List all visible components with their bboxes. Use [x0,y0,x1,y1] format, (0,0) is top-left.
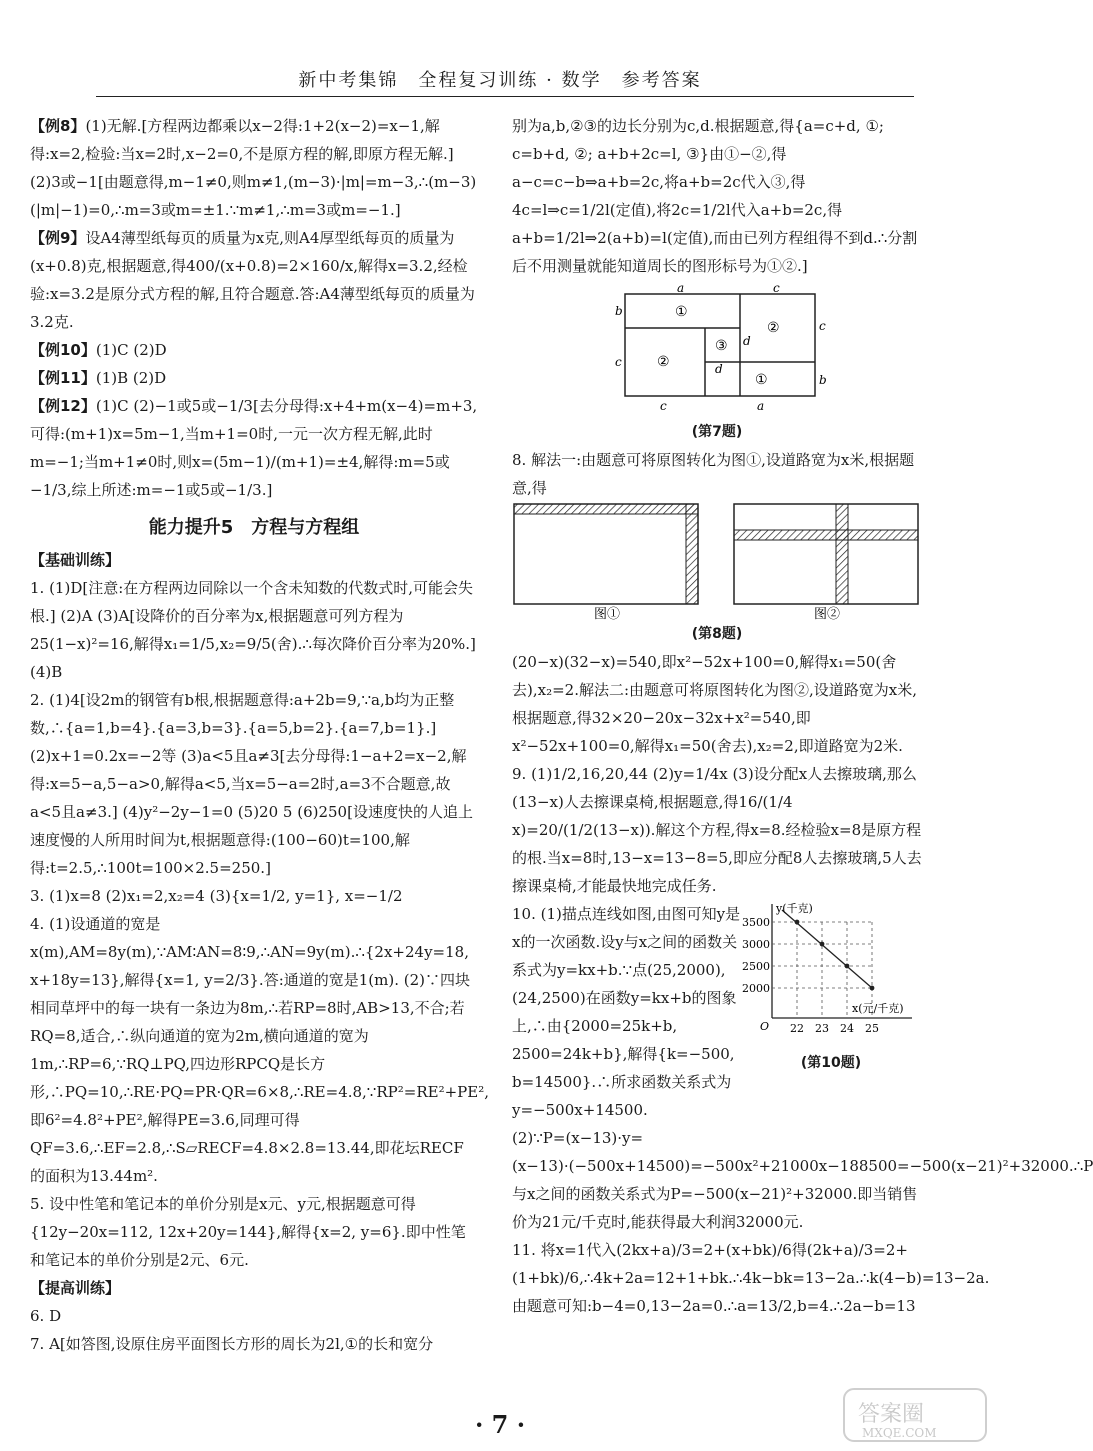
figure-8-row [512,502,922,620]
fig10-ytick-3500: 3500 [742,916,770,929]
improve-item-7: 7. A[如答图,设原住房平面图长方形的周长为2l,①的长和宽分 [30,1335,434,1353]
example-8: 【例8】(1)无解.[方程两边都乘以x−2得:1+2(x−2)=x−1,解得:x=2,检验:当x=2时,x−2=0,不是原方程的解,即原方程无解.] (2)3或−1[由题意得,m−1≠0,则m≠1,(m−3)·|m|=m−3,∴(m−3)(|m|−1)=0,∴m=3或m=±1.∵m≠1,∴m=3或m=−1.] [30,117,477,219]
fig7-label-a-bottom: a [757,399,765,413]
fig10-ylabel: y(千克) [776,902,813,915]
fig7-label-d-mid: d [743,334,751,348]
example-10: 【例10】(1)C (2)D [30,341,167,359]
header-rule [96,96,914,97]
basic-item-5: 5. 设中性笔和笔记本的单价分别是x元、y元,根据题意可得{12y−20x=112, 12x+20y=144},解得{x=2, y=6}.即中性笔和笔记本的单价分别是2元、6元. [30,1195,466,1269]
figure-7-caption: (第7题) [691,424,743,440]
improve-training-label: 【提高训练】 [30,1279,121,1297]
q7-continued: 别为a,b,②③的边长分别为c,d.根据题意,得{a=c+d, ①; c=b+d, ②; a+b+2c=l, ③}由①−②,得a−c=c−b⇒a+b=2c,将a+b=2c代入③,得4c=l⇒c=1/2l(定值),将2c=1/2l代入a+b=2c,得a+b=1/2l⇒2(a+b)=l(定值),而由已列方程组得不到d.∴分割后不用测量就能知道周长的图形标号为①②.] [512,117,918,275]
fig10-ytick-3000: 3000 [742,938,770,951]
section-title: 能力提升5 方程与方程组 [148,517,360,538]
basic-item-4: 4. (1)设通道的宽是x(m),AM=8y(m),∵AM∶AN=8∶9,∴AN=9y(m).∴{2x+24y=18, x+18y=13},解得{x=1, y=2/3}.答:通道的宽是1(m). (2)∵四块相同草坪中的每一块有一条边为8m,∴若RP=8时,AB>13,不合;若RQ=8,适合,∴纵向通道的宽为2m,横向通道的宽为1m,∴RP=6,∵RQ⊥PQ,四边形RPCQ是长方形,∴PQ=10,∴RE·PQ=PR·QR=6×8,∴RE=4.8,∵RP²=RE²+PE²,即6²=4.8²+PE²,解得PE=3.6,同理可得QF=3.6,∴EF=2.8,∴S▱RECF=4.8×2.8=13.44,即花坛RECF的面积为13.44m². [30,915,489,1185]
page-header: 新中考集锦 全程复习训练 · 数学 参考答案 [298,70,702,91]
left-column [30,112,489,1358]
right-column [512,112,1093,1320]
q10-text: 10. (1)描点连线如图,由图可知y是x的一次函数.设y与x之间的函数关系式为y=kx+b.∵点(25,2000),(24,2500)在函数y=kx+b的图象上,∴由{2000=25k+b, 2500=24k+b},解得{k=−500, b=14500}.∴所求函数关系式为y=−500x+14500. [512,905,741,1119]
fig7-region-3: ③ [715,338,728,354]
watermark-logo [840,1385,990,1445]
fig10-ytick-2000: 2000 [742,982,770,995]
example-12: 【例12】(1)C (2)−1或5或−1/3[去分母得:x+4+m(x−4)=m+3,可得:(m+1)x=5m−1,当m+1=0时,一元一次方程无解,此时m=−1;当m+1≠0时,则x=(5m−1)/(m+1)=±4,解得:m=5或−1/3,综上所述:m=−1或5或−1/3.] [30,397,478,499]
fig7-region-1-top: ① [675,304,688,320]
basic-item-3: 3. (1)x=8 (2)x₁=2,x₂=4 (3){x=1/2, y=1}, x=−1/2 [30,887,403,905]
svg-text:MXQE.COM: MXQE.COM [862,1426,937,1440]
fig10-xlabel: x(元/千克) [852,1002,904,1015]
fig7-label-c-left: c [615,355,622,369]
fig7-label-c-right: c [819,319,826,333]
fig7-label-c-bottom: c [660,399,667,413]
svg-text:答案圈: 答案圈 [858,1402,925,1427]
example-9: 【例9】设A4薄型纸每页的质量为x克,则A4厚型纸每页的质量为(x+0.8)克,根据题意,得400/(x+0.8)=2×160/x,解得x=3.2,经检验:x=3.2是原分式方程的解,且符合题意.答:A4薄型纸每页的质量为3.2克. [30,229,475,331]
fig10-xtick-23: 23 [815,1022,829,1035]
fig10-xtick-24: 24 [840,1022,854,1035]
q8-intro: 8. 解法一:由题意可将原图转化为图①,设道路宽为x米,根据题意,得 [512,451,915,497]
fig7-label-d-low: d [715,362,723,376]
q8-rest: (20−x)(32−x)=540,即x²−52x+100=0,解得x₁=50(舍去),x₂=2.解法二:由题意可将原图转化为图②,设道路宽为x米,根据题意,得32×20−20x−32x+x²=540,即x²−52x+100=0,解得x₁=50(舍去),x₂=2,即道路宽为2米. [512,653,918,755]
figure-10-caption: (第10题) [800,1055,862,1071]
fig7-label-a-top: a [677,281,685,295]
fig10-origin: O [760,1020,770,1033]
figure-8-caption: (第8题) [691,626,743,642]
fig10-xtick-25: 25 [865,1022,879,1035]
fig7-region-2-left: ② [657,354,670,370]
q11: 11. 将x=1代入(2kx+a)/3=2+(x+bk)/6得(2k+a)/3=2+(1+bk)/6,∴4k+2a=12+1+bk.∴4k−bk=13−2a.∴k(4−b)=13−2a.由题意可知:b−4=0,13−2a=0.∴a=13/2,b=4.∴2a−b=13 [512,1241,990,1315]
fig8-left-label: 图① [594,607,621,622]
page-number: · 7 · [474,1410,526,1439]
fig10-xtick-22: 22 [790,1022,804,1035]
basic-training-label: 【基础训练】 [30,551,121,569]
q10-block [512,900,922,1124]
fig7-label-c-top: c [773,281,780,295]
figure-10 [742,900,920,1124]
example-11: 【例11】(1)B (2)D [30,369,167,387]
figure-8-left [512,502,702,620]
fig7-region-1-bottom: ① [755,372,768,388]
basic-item-2: 2. (1)4[设2m的钢管有b根,根据题意得:a+2b=9,∵a,b均为正整数,∴{a=1,b=4}.{a=3,b=3}.{a=5,b=2}.{a=7,b=1}.] (2)x+1=0.2x=−2等 (3)a<5且a≠3[去分母得:1−a+2=x−2,解得:x=5−a,5−a>0,解得a<5,当x=5−a=2时,a=3不合题意,故a<5且a≠3.] (4)y²−2y−1=0 (5)20 5 (6)250[设速度快的人追上速度慢的人所用时间为t,根据题意得:(100−60)t=100,解得:t=2.5,∴100t=100×2.5=250.] [30,691,473,877]
basic-item-1: 1. (1)D[注意:在方程两边同除以一个含未知数的代数式时,可能会失根.] (2)A (3)A[设降价的百分率为x,根据题意可列方程为25(1−x)²=16,解得x₁=1/5,x₂=9/5(舍).∴每次降价百分率为20%.] (4)B [30,579,476,681]
fig8-right-label: 图② [814,607,841,622]
figure-8-right [732,502,922,620]
figure-10-graph [742,900,920,1040]
fig10-ytick-2500: 2500 [742,960,770,973]
q9: 9. (1)1/2,16,20,44 (2)y=1/4x (3)设分配x人去擦玻璃,那么(13−x)人去擦课桌椅,根据题意,得16/(1/4 x)=20/(1/2(13−x)).解这个方程,得x=8.经检验x=8是原方程的根.当x=8时,13−x=13−8=5,即应分配8人去擦玻璃,5人去擦课桌椅,才能最快地完成任务. [512,765,922,895]
q10-rest: (2)∵P=(x−13)·y=(x−13)·(−500x+14500)=−500x²+21000x−188500=−500(x−21)²+32000.∴P与x之间的函数关系式为P=−500(x−21)²+32000.即当销售价为21元/千克时,能获得最大利润32000元. [512,1129,1093,1231]
improve-item-6: 6. D [30,1307,62,1325]
fig7-region-2-right: ② [767,320,780,336]
fig7-label-b-right: b [819,373,827,387]
figure-7-diagram [597,281,837,416]
fig7-label-b-left: b [615,304,623,318]
